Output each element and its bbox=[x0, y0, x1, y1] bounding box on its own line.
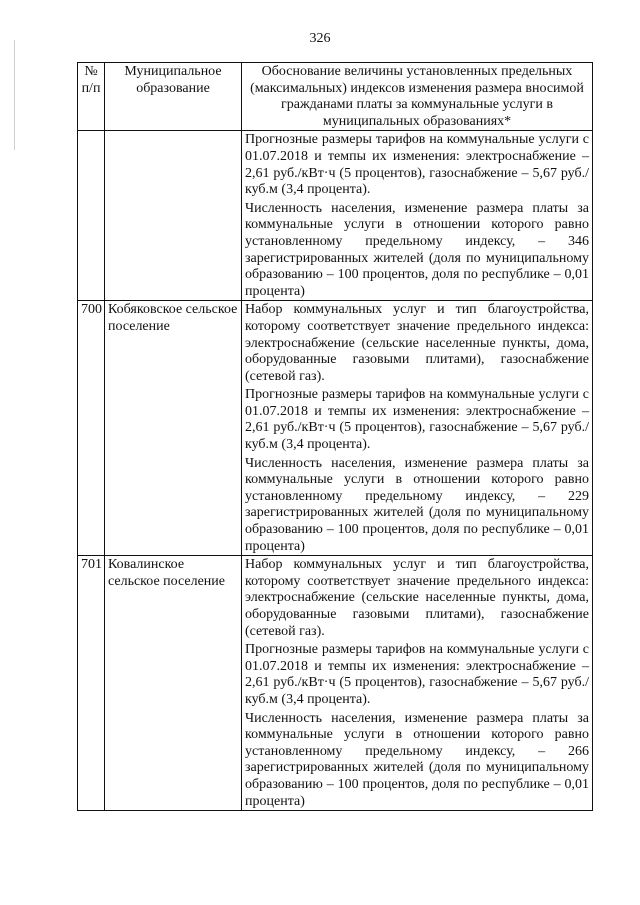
scan-edge-mark bbox=[14, 40, 15, 150]
tariff-forecast-paragraph: Прогнозные размеры тарифов на коммунальные услуги с 01.07.2018 и темпы их изменения: электроснабжение – 2,61 руб./кВт·ч (5 процентов), газоснабжение – 5,67 руб./куб.м (3,4 процента). bbox=[245, 132, 589, 198]
tariff-forecast-paragraph: Прогнозные размеры тарифов на коммунальные услуги с 01.07.2018 и темпы их изменения: электроснабжение – 2,61 руб./кВт·ч (5 процентов), газоснабжение – 5,67 руб./куб.м (3,4 процента). bbox=[245, 387, 589, 453]
row-municipality: Ковалинское сельское поселение bbox=[105, 556, 242, 811]
page-number: 326 bbox=[309, 31, 331, 46]
services-set-paragraph: Набор коммунальных услуг и тип благоустройства, которому соответствует значение предельного индекса: электроснабжение (сельские населенные пункты, дома, оборудованные газовыми плитами), газоснабжение (сетевой газ). bbox=[245, 557, 589, 639]
row-number: 700 bbox=[78, 301, 105, 556]
population-paragraph: Численность населения, изменение размера платы за коммунальные услуги в отношении которого равно установленному предельному индексу, – 266 зарегистрированных жителей (доля по муниципальному образованию – 100 процентов, доля по республике – 0,01 процента) bbox=[245, 710, 589, 809]
table-header-row bbox=[78, 63, 593, 131]
header-justification: Обоснование величины установленных предельных (максимальных) индексов изменения размера вносимой гражданами платы за коммунальные услуги в муниципальных образованиях* bbox=[242, 63, 593, 131]
row-number bbox=[78, 131, 105, 301]
row-municipality: Кобяковское сельское поселение bbox=[105, 301, 242, 556]
table-row bbox=[78, 131, 593, 301]
header-number: № п/п bbox=[78, 63, 105, 131]
row-justification bbox=[242, 131, 593, 301]
population-paragraph: Численность населения, изменение размера платы за коммунальные услуги в отношении которого равно установленному предельному индексу, – 346 зарегистрированных жителей (доля по муниципальному образованию – 100 процентов, доля по республике – 0,01 процента) bbox=[245, 200, 589, 299]
row-number: 701 bbox=[78, 556, 105, 811]
row-justification bbox=[242, 301, 593, 556]
row-justification bbox=[242, 556, 593, 811]
table-row bbox=[78, 556, 593, 811]
services-set-paragraph: Набор коммунальных услуг и тип благоустройства, которому соответствует значение предельного индекса: электроснабжение (сельские населенные пункты, дома, оборудованные газовыми плитами), газоснабжение (сетевой газ). bbox=[245, 302, 589, 384]
tariff-forecast-paragraph: Прогнозные размеры тарифов на коммунальные услуги с 01.07.2018 и темпы их изменения: электроснабжение – 2,61 руб./кВт·ч (5 процентов), газоснабжение – 5,67 руб./куб.м (3,4 процента). bbox=[245, 642, 589, 707]
row-municipality bbox=[105, 131, 242, 301]
population-paragraph: Численность населения, изменение размера платы за коммунальные услуги в отношении которого равно установленному предельному индексу, – 229 зарегистрированных жителей (доля по муниципальному образованию – 100 процентов, доля по республике – 0,01 процента) bbox=[245, 455, 589, 554]
table-row bbox=[78, 301, 593, 556]
tariff-index-table bbox=[77, 62, 593, 811]
header-municipality: Муниципальное образование bbox=[105, 63, 242, 131]
